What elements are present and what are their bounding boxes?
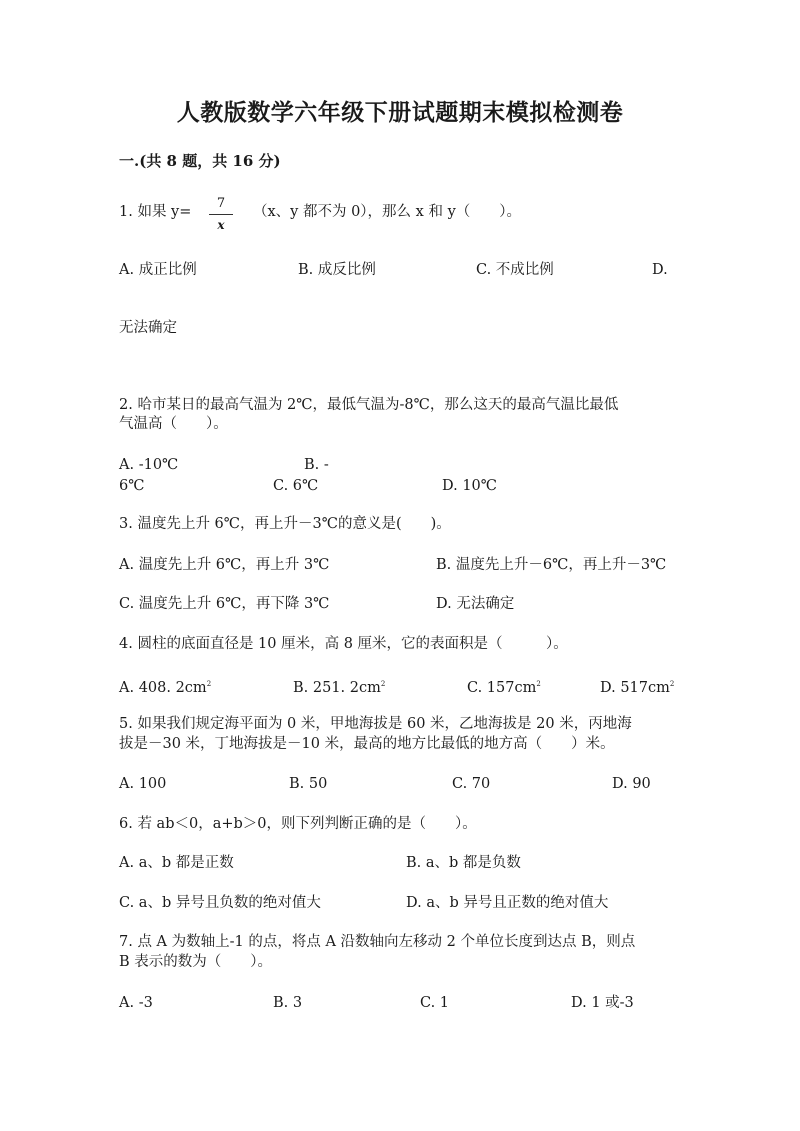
q1-option-a[interactable]: A. 成正比例 (119, 262, 197, 278)
q7-option-c[interactable]: C. 1 (420, 995, 450, 1011)
q1-fraction-denominator: x (217, 218, 225, 232)
q3-option-d[interactable]: D. 无法确定 (436, 596, 515, 612)
q1-option-d-text: 无法确定 (119, 320, 177, 336)
q4-option-c[interactable] (467, 675, 541, 697)
q3-stem: 3. 温度先上升 6℃，再上升－3℃的意义是( )。 (119, 516, 451, 532)
q2-stem-line1: 2. 哈市某日的最高气温为 2℃，最低气温为-8℃，那么这天的最高气温比最低 (119, 397, 619, 413)
q1-fraction (207, 196, 235, 233)
q4-option-a[interactable] (119, 675, 211, 697)
q5-stem-line2: 拔是－30 米，丁地海拔是－10 米，最高的地方比最低的地方高（ ）米。 (119, 736, 615, 752)
q4-option-b[interactable] (293, 675, 385, 697)
q4-option-a-sup: 2 (206, 680, 212, 688)
q5-option-c[interactable]: C. 70 (452, 776, 491, 792)
q5-option-d[interactable]: D. 90 (612, 776, 651, 792)
q4-stem: 4. 圆柱的底面直径是 10 厘米，高 8 厘米，它的表面积是（ ）。 (119, 636, 568, 652)
q3-option-c[interactable]: C. 温度先上升 6℃，再下降 3℃ (119, 596, 330, 612)
q6-option-a[interactable]: A. a、b 都是正数 (119, 855, 234, 871)
q3-option-a[interactable]: A. 温度先上升 6℃，再上升 3℃ (119, 557, 330, 573)
q7-option-b[interactable]: B. 3 (273, 995, 303, 1011)
q5-stem-line1: 5. 如果我们规定海平面为 0 米，甲地海拔是 60 米，乙地海拔是 20 米，丙地海 (119, 716, 632, 732)
q6-option-c[interactable]: C. a、b 异号且负数的绝对值大 (119, 895, 321, 911)
q1-option-c[interactable]: C. 不成比例 (476, 262, 554, 278)
q2-option-c[interactable]: C. 6℃ (273, 478, 319, 494)
q7-stem-line1: 7. 点 A 为数轴上-1 的点，将点 A 沿数轴向左移动 2 个单位长度到达点 B，则点 (119, 934, 636, 950)
q7-stem-line2: B 表示的数为（ ）。 (119, 954, 273, 970)
q4-option-d-sup: 2 (669, 680, 675, 688)
q2-stem-line2: 气温高（ ）。 (119, 416, 228, 432)
q5-option-a[interactable]: A. 100 (119, 776, 167, 792)
q7-option-a[interactable]: A. -3 (119, 995, 153, 1011)
q6-option-d[interactable]: D. a、b 异号且正数的绝对值大 (406, 895, 609, 911)
q1-stem-prefix: 1. 如果 y= (119, 204, 192, 220)
q1-fraction-numerator: 7 (216, 196, 226, 211)
q4-option-d-label: D. 517cm (600, 680, 670, 696)
q6-option-b[interactable]: B. a、b 都是负数 (406, 855, 521, 871)
q2-option-b-cont: 6℃ (119, 478, 145, 494)
q4-option-d[interactable] (600, 675, 674, 697)
q1-stem-suffix: （x、y 都不为 0），那么 x 和 y（ ）。 (253, 204, 522, 220)
q4-option-b-label: B. 251. 2cm (293, 680, 381, 696)
q4-option-b-sup: 2 (380, 680, 386, 688)
q5-option-b[interactable]: B. 50 (289, 776, 328, 792)
q1-option-b[interactable]: B. 成反比例 (298, 262, 376, 278)
q4-option-a-label: A. 408. 2cm (119, 680, 207, 696)
q4-option-c-label: C. 157cm (467, 680, 537, 696)
q6-stem: 6. 若 ab＜0，a+b＞0，则下列判断正确的是（ ）。 (119, 816, 477, 832)
q2-option-b[interactable]: B. - (304, 457, 329, 473)
exam-title: 人教版数学六年级下册试题期末模拟检测卷 (176, 99, 624, 126)
q1-option-d[interactable]: D. (652, 262, 668, 278)
q3-option-b[interactable]: B. 温度先上升－6℃，再上升－3℃ (436, 557, 667, 573)
section-heading: 一.(共 8 题，共 16 分) (119, 152, 281, 170)
q7-option-d[interactable]: D. 1 或-3 (571, 995, 634, 1011)
q1-fraction-bar (209, 214, 233, 215)
q2-option-d[interactable]: D. 10℃ (442, 478, 497, 494)
q2-option-a[interactable]: A. -10℃ (119, 457, 179, 473)
q4-option-c-sup: 2 (536, 680, 541, 688)
